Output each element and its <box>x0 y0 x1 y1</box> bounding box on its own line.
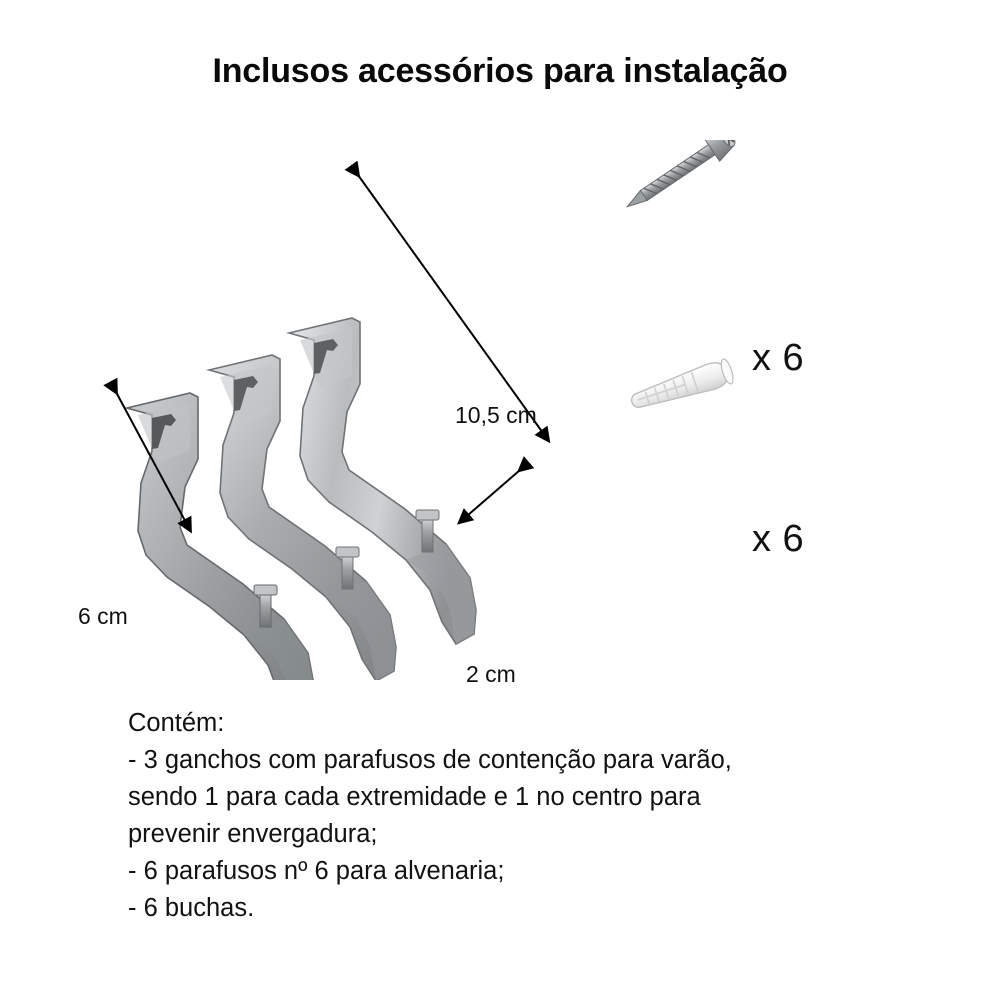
product-diagram <box>0 140 1000 687</box>
contents-heading: Contém: <box>128 709 225 737</box>
contents-line-4: - 6 parafusos nº 6 para alvenaria; <box>128 857 505 885</box>
dimension-depth-line <box>460 470 520 522</box>
anchor-quantity-label: x 6 <box>752 518 805 560</box>
contents-description <box>128 705 918 927</box>
bracket-back <box>289 318 476 644</box>
anchor-part <box>628 358 735 415</box>
dimension-height-label: 6 cm <box>78 603 128 629</box>
contents-line-5: - 6 buchas. <box>128 894 255 922</box>
screw-part <box>619 140 740 218</box>
contents-line-2: sendo 1 para cada extremidade e 1 no centro para <box>128 783 701 811</box>
dimension-length-label: 10,5 cm <box>455 402 537 428</box>
dimension-length-line <box>358 175 548 440</box>
screw-quantity-label: x 6 <box>752 337 805 379</box>
dimension-depth-label: 2 cm <box>466 661 516 687</box>
contents-line-3: prevenir envergadura; <box>128 820 378 848</box>
page-title: Inclusos acessórios para instalação <box>212 52 788 90</box>
contents-line-1: - 3 ganchos com parafusos de contenção para varão, <box>128 746 732 774</box>
